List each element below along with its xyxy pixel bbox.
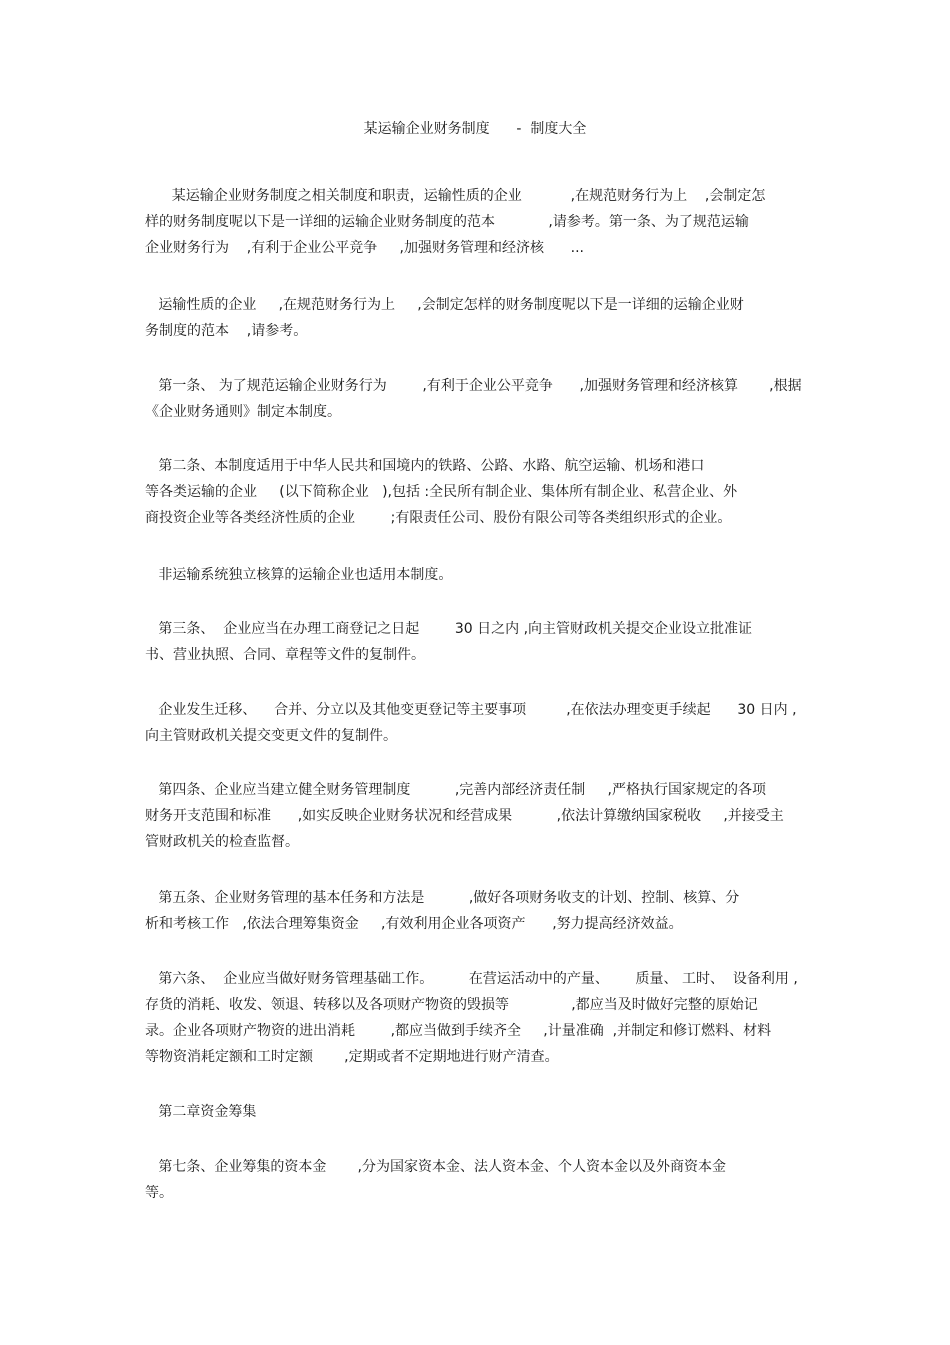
paragraph-article-3 (145, 616, 825, 668)
paragraph-changes (145, 697, 825, 749)
text-line: 析和考核工作 ,依法合理筹集资金 ,有效利用企业各项资产 ,努力提高经济效益。 (145, 916, 683, 932)
text-line: 务制度的范本 ,请参考。 (145, 323, 308, 339)
text-line: 企业发生迁移、 合并、分立以及其他变更登记等主要事项 ,在依法办理变更手续起 30 日内 , (145, 702, 797, 718)
text-line: 书、营业执照、合同、章程等文件的复制件。 (145, 647, 425, 663)
text-line: 第六条、 企业应当做好财务管理基础工作。 在营运活动中的产量、 质量、 工时、 设备利用 , (145, 971, 798, 987)
text-line: 存货的消耗、收发、领退、转移以及各项财产物资的毁损等 ,都应当及时做好完整的原始记 (145, 997, 758, 1013)
text-line: 等。 (145, 1185, 173, 1201)
paragraph-scope-note (145, 562, 825, 588)
paragraph-intro (145, 183, 825, 261)
paragraph-summary (145, 292, 825, 344)
text-line: 录。企业各项财产物资的进出消耗 ,都应当做到手续齐全 ,计量准确 ,并制定和修订燃料、材料 (145, 1023, 772, 1039)
text-line: 运输性质的企业 ,在规范财务行为上 ,会制定怎样的财务制度呢以下是一详细的运输企业财 (145, 297, 744, 313)
text-line: 第四条、企业应当建立健全财务管理制度 ,完善内部经济责任制 ,严格执行国家规定的各项 (145, 782, 767, 798)
text-line: 等各类运输的企业 (以下简称企业 ),包括 :全民所有制企业、集体所有制企业、私营企业、外 (145, 484, 738, 500)
text-line: 非运输系统独立核算的运输企业也适用本制度。 (145, 567, 453, 583)
paragraph-article-4 (145, 777, 825, 855)
paragraph-article-7 (145, 1154, 825, 1206)
text-line: 第七条、企业筹集的资本金 ,分为国家资本金、法人资本金、个人资本金以及外商资本金 (145, 1159, 726, 1175)
text-line: 第二章资金筹集 (145, 1104, 257, 1120)
text-line: 管财政机关的检查监督。 (145, 834, 299, 850)
text-line: 企业财务行为 ,有利于企业公平竞争 ,加强财务管理和经济核 ... (145, 240, 585, 256)
paragraph-article-6 (145, 966, 825, 1070)
paragraph-article-2 (145, 453, 825, 531)
paragraph-article-5 (145, 885, 825, 937)
text-line: 向主管财政机关提交变更文件的复制件。 (145, 728, 397, 744)
text-line: 《企业财务通则》制定本制度。 (145, 404, 341, 420)
text-line: 样的财务制度呢以下是一详细的运输企业财务制度的范本 ,请参考。第一条、为了规范运输 (145, 214, 749, 230)
text-line: 第三条、 企业应当在办理工商登记之日起 30 日之内 ,向主管财政机关提交企业设立批准证 (145, 621, 753, 637)
text-line: 第五条、企业财务管理的基本任务和方法是 ,做好各项财务收支的计划、控制、核算、分 (145, 890, 740, 906)
text-line: 等物资消耗定额和工时定额 ,定期或者不定期地进行财产清查。 (145, 1049, 559, 1065)
text-line: 某运输企业财务制度之相关制度和职责，运输性质的企业 ,在规范财务行为上 ,会制定怎 (145, 188, 766, 204)
document-title: 某运输企业财务制度 - 制度大全 (363, 121, 587, 137)
chapter-heading (145, 1099, 825, 1125)
text-line: 第二条、本制度适用于中华人民共和国境内的铁路、公路、水路、航空运输、机场和港口 (145, 458, 705, 474)
text-line: 财务开支范围和标准 ,如实反映企业财务状况和经营成果 ,依法计算缴纳国家税收 ,并接受主 (145, 808, 784, 824)
text-line: 商投资企业等各类经济性质的企业 ;有限责任公司、股份有限公司等各类组织形式的企业。 (145, 510, 732, 526)
text-line: 第一条、 为了规范运输企业财务行为 ,有利于企业公平竞争 ,加强财务管理和经济核算 ,根据 (145, 378, 802, 394)
paragraph-article-1 (145, 373, 825, 425)
